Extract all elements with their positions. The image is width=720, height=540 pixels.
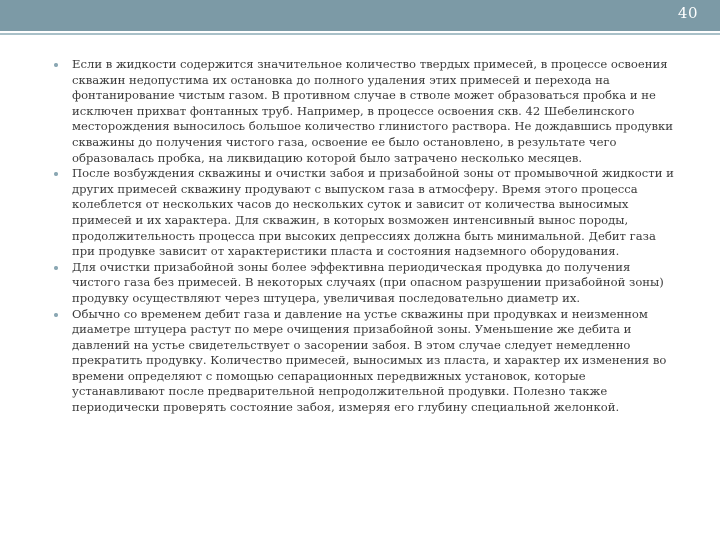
bullet-dot-icon [54,63,58,67]
bullet-text: После возбуждения скважины и очистки забоя и призабойной зоны от промывочной жидкости и других примесей скважину продувают с выпуском газа в атмосферу. Время этого процесса колеблется от нескольких часов до нескольких суток и зависит от количества выносимых примесей и их характера. Для скважин, в которых возможен интенсивный вынос породы, продолжительность процесса при высоких депрессиях должна быть минимальной. Дебит газа при продувке зависит от характеристики пласта и состояния надземного оборудования. [72,166,674,259]
bullet-text: Если в жидкости содержится значительное количество твердых примесей, в процессе освоения скважин недопустима их остановка до полного удаления этих примесей и перехода на фонтанирование чистым газом. В противном случае в стволе может образоваться пробка и не исключен прихват фонтанных труб. Например, в процессе освоения скв. 42 Шебелинского месторождения выносилось большое количество глинистого раствора. Не дождавшись продувки скважины до получения чистого газа, освоение ее было остановлено, в результате чего образовалась пробка, на ликвидацию которой было затрачено несколько месяцев. [72,57,673,165]
bullet-dot-icon [54,313,58,317]
bullet-item [52,307,682,416]
slide-content [52,57,682,416]
bullet-text: Для очистки призабойной зоны более эффективна периодическая продувка до получения чистого газа без примесей. В некоторых случаях (при опасном разрушении призабойной зоны) продувку осуществляют через штуцера, увеличивая последовательно диаметр их. [72,259,664,305]
page-number: 40 [677,4,698,22]
bullet-text: Обычно со временем дебит газа и давление на устье скважины при продувках и неизменном диаметре штуцера растут по мере очищения призабойной зоны. Уменьшение же дебита и давлений на устье свидетельствует о засорении забоя. В этом случае следует немедленно прекратить продувку. Количество примесей, выносимых из пласта, и характер их изменения во времени определяют с помощью сепарационных передвижных установок, которые устанавливают после предварительной непродолжительной продувки. Полезно также периодически проверять состояние забоя, измеряя его глубину специальной желонкой. [72,306,667,415]
bullet-list [52,57,682,416]
bullet-item [52,166,682,260]
header-band [0,0,720,31]
bullet-dot-icon [54,172,58,176]
bullet-item [52,57,682,166]
bullet-dot-icon [54,266,58,270]
header-accent-line [0,33,720,35]
bullet-item [52,260,682,307]
